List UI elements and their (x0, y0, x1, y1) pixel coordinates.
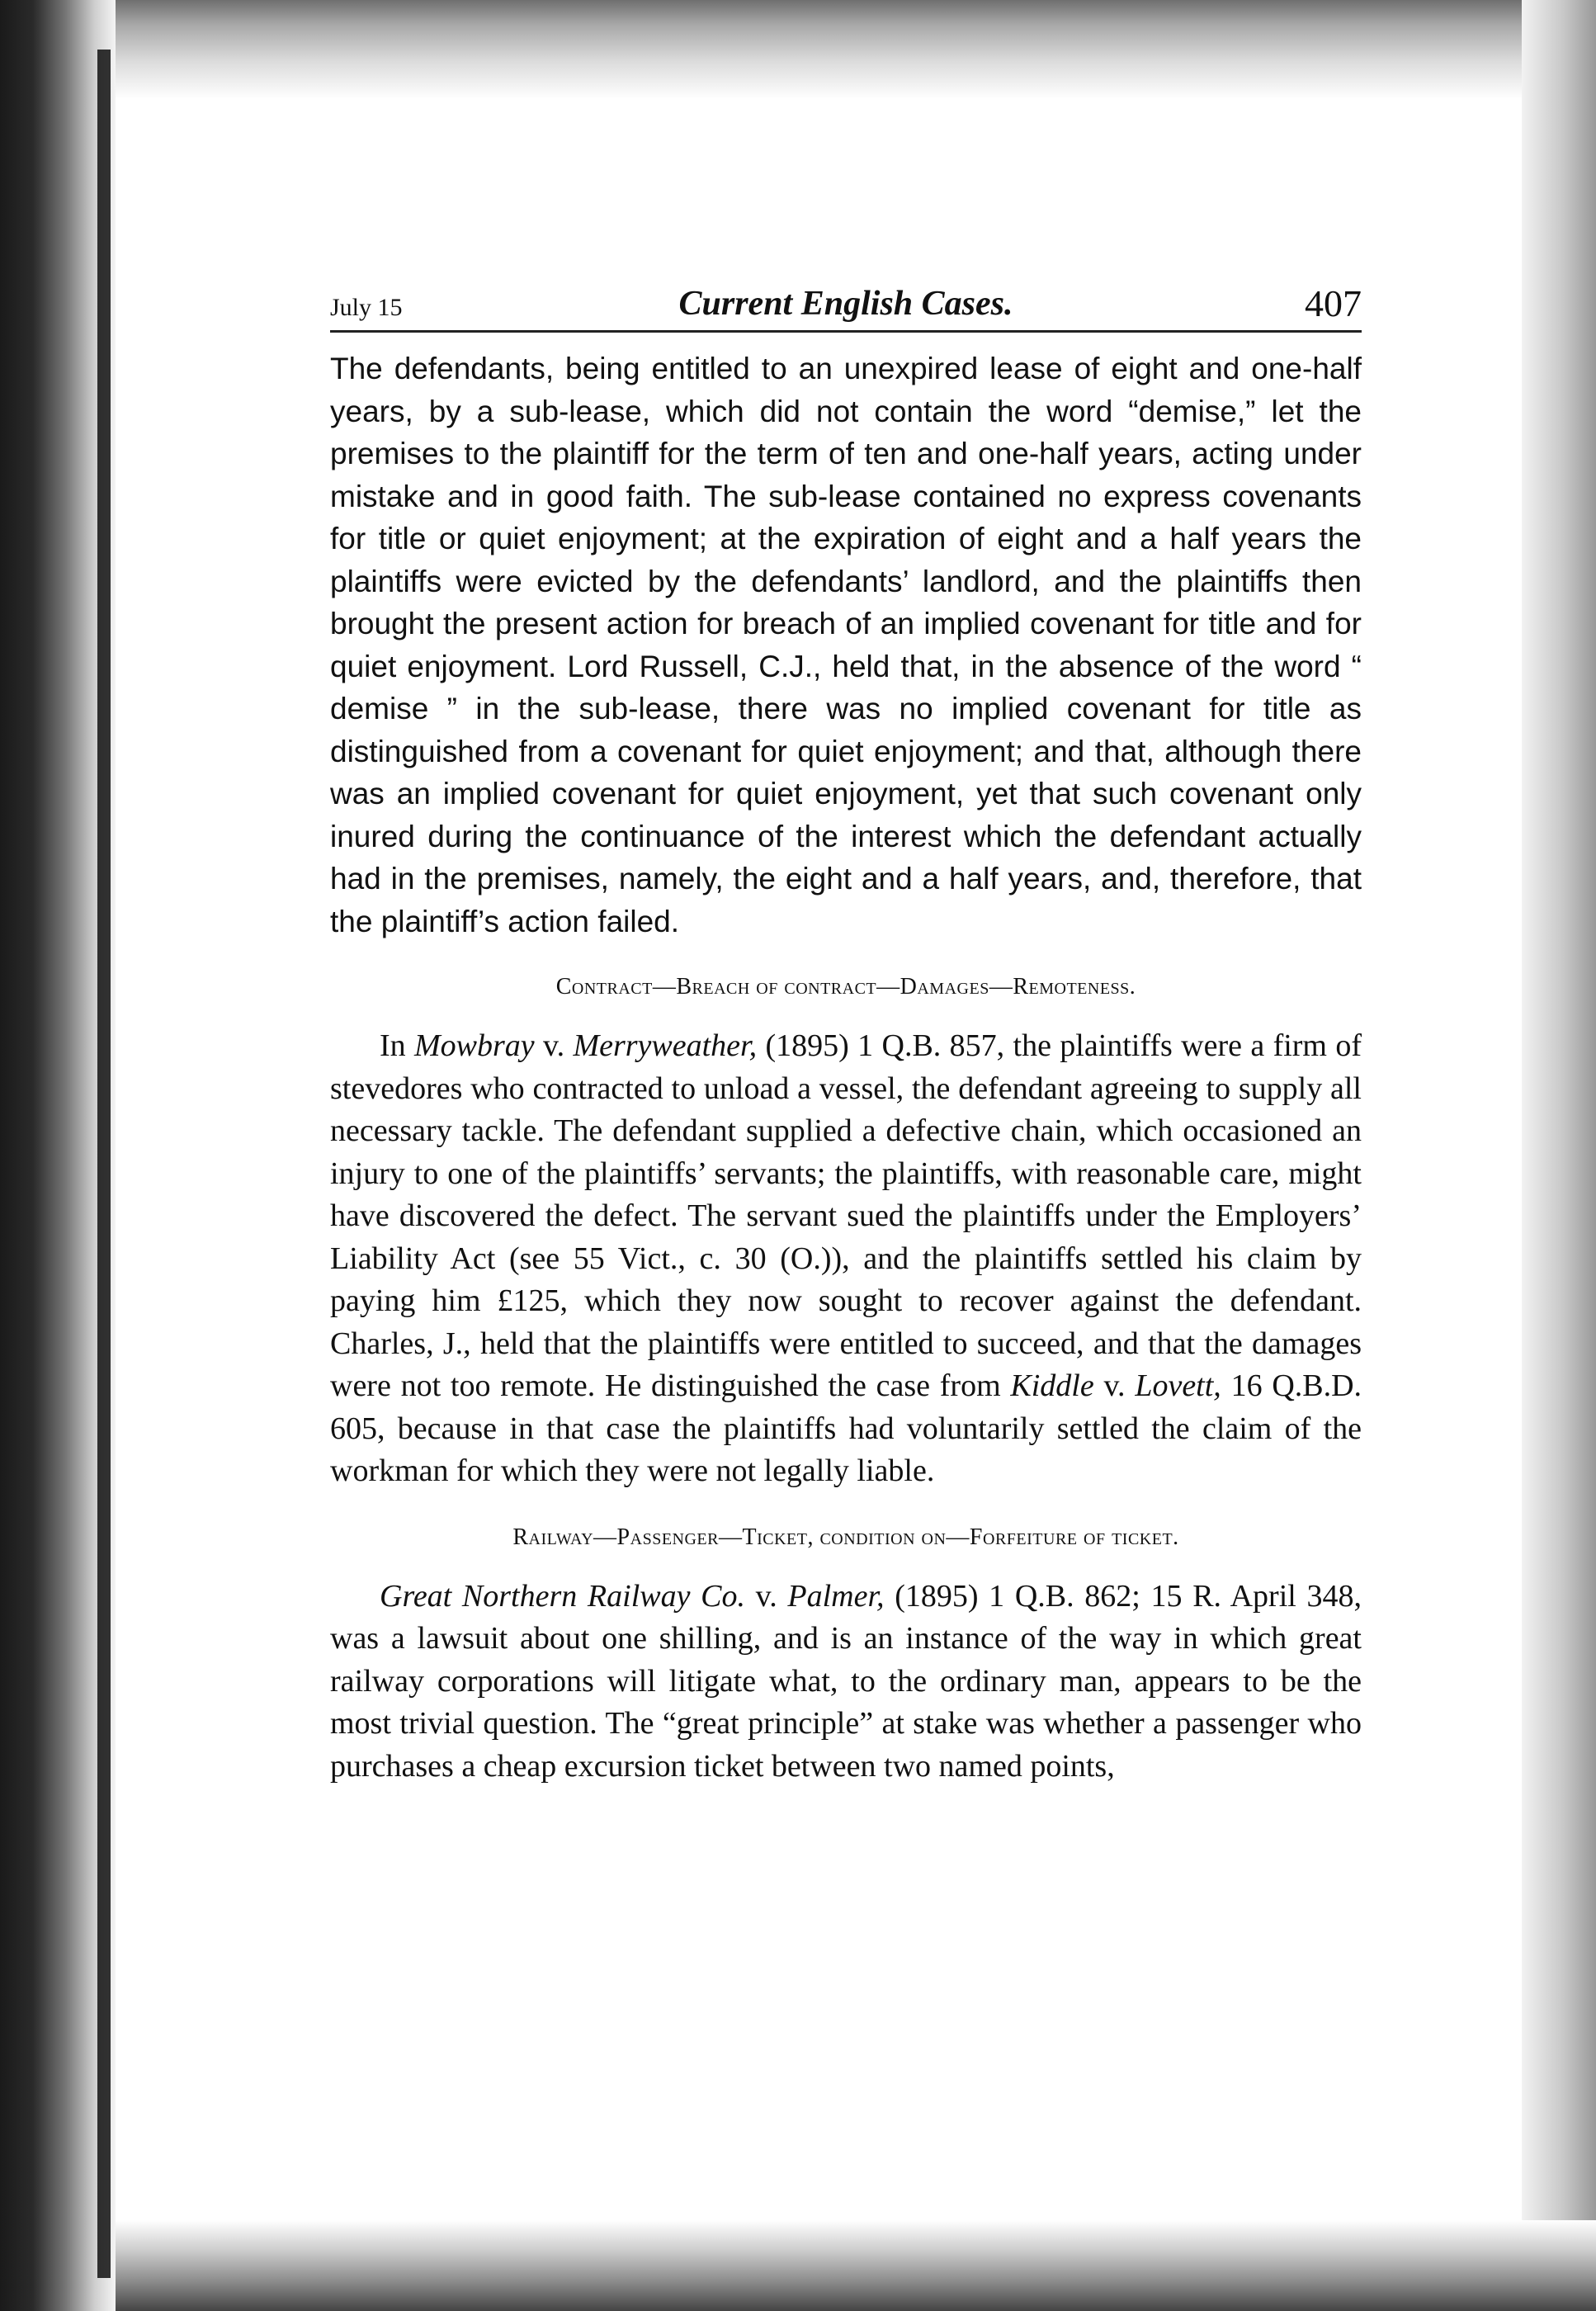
paragraph-railway-case (330, 1576, 1362, 1789)
running-head-date: July 15 (330, 294, 403, 321)
scan-edge-top (0, 0, 1596, 99)
railway-case-defendant: Palmer, (787, 1578, 885, 1614)
scan-edge-right (1522, 0, 1596, 2311)
paragraph-mowbray-case: In Mowbray v. Merryweather, (1895) 1 Q.B. 857, the plaintiffs were a firm of stevedores who contracted to unload a vessel, the defendant agreeing to supply all necessary tackle. The defendant supplied a defective chain, which occasioned an injury to one of the plaintiffs’ servants; the plaintiffs, with reasonable care, might have discovered the defect. The servant sued the plaintiffs under the Employers’ Liability Act (see 55 Vict., c. 30 (O.)), and the plaintiffs settled his claim by paying him £125, which they now sought to recover against the defendant. Charles, J., held that the plaintiffs were entitled to succeed, and that the damages were not too remote. He distinguished the case from Kiddle v. Lovett, 16 Q.B.D. 605, because in that case the plaintiffs had voluntarily settled the claim of the workman for which they were not legally liable. (330, 1028, 1362, 1488)
case-body-end: 16 Q.B.D. 605, because in that case the plaintiffs had voluntarily settled the claim of the workman for which they were not legally liable. (330, 1368, 1362, 1488)
page-number: 407 (1305, 282, 1362, 324)
paragraph-lease-case: The defendants, being entitled to an unexpired lease of eight and one-half years, by a sub-lease, which did not contain the word “demise,” let the premises to the plaintiff for the term of ten and one-half years, acting under mistake and in good faith. The sub-lease contained no express covenants for title or quiet enjoyment; at the expiration of eight and a half years the plaintiffs were evicted by the defendants’ landlord, and the plaintiffs then brought the present action for breach of an implied covenant for title and for quiet enjoyment. Lord Russell, C.J., held that, in the absence of the word “ demise ” in the sub-lease, there was no implied covenant for title as distinguished from a covenant for quiet enjoyment; and that, although there was an implied covenant for quiet enjoyment, yet that such covenant only inured during the continuance of the interest which the defendant actually had in the premises, namely, the eight and a half years, and, therefore, that the plaintiff’s action failed. (330, 352, 1362, 938)
railway-case-versus: v. (755, 1578, 777, 1614)
railway-case-body: (1895) 1 Q.B. 862; 15 R. April 348, was a lawsuit about one shilling, and is an instance of the way in which great railway corporations will litigate what, to the ordinary man, appears to be the most trivial question. The “great principle” at stake was whether a passenger who purchases a cheap excursion ticket between two named points, (330, 1578, 1362, 1784)
running-head-title: Current English Cases. (678, 285, 1013, 323)
section-heading-railway-text: Railway—Passenger—Ticket, condition on—Forfeiture of ticket. (512, 1524, 1179, 1550)
section-heading-contract (330, 974, 1362, 1000)
referenced-case-versus: v. (1103, 1368, 1126, 1403)
binding-shadow (97, 50, 111, 2278)
case-name-defendant: Merryweather, (573, 1028, 758, 1063)
section-heading-contract-text: Contract—Breach of contract—Damages—Remoteness. (555, 974, 1136, 1000)
scan-edge-bottom (0, 2220, 1596, 2311)
railway-case-plaintiff: Great Northern Railway Co. (380, 1578, 745, 1614)
referenced-case-defendant: Lovett, (1135, 1368, 1221, 1403)
referenced-case-plaintiff: Kiddle (1010, 1368, 1094, 1403)
case-citation: (1895) 1 Q.B. 857, the (765, 1028, 1051, 1063)
case-versus: v. (543, 1028, 565, 1063)
case-name-plaintiff: Mowbray (414, 1028, 535, 1063)
document-page (330, 264, 1362, 1788)
case-body: plaintiffs were a firm of stevedores who contracted to unload a vessel, the defendant agreeing to supply all necessary tackle. The defendant supplied a defective chain, which occasioned an injury to one of the plaintiffs’ servants; the plaintiffs, with reasonable care, might have discovered the defect. The servant sued the plaintiffs under the Employers’ Liability Act (see 55 Vict., c. 30 (O.)), and the plaintiffs settled his claim by paying him £125, which they now sought to recover against the defendant. Charles, J., held that the plaintiffs were entitled to succeed, and that the damages were not too remote. He distinguished the case from (330, 1028, 1362, 1403)
running-head (330, 264, 1362, 333)
section-heading-railway (330, 1524, 1362, 1551)
